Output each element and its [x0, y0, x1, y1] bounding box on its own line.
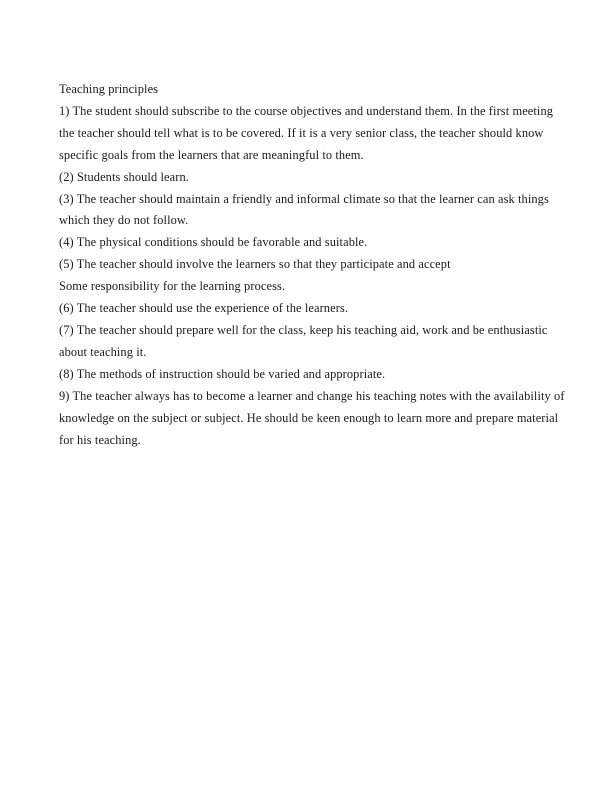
text-line: (2) Students should learn. — [59, 169, 189, 184]
text-line: (6) The teacher should use the experience of the learners. — [59, 301, 349, 316]
text-line: (3) The teacher should maintain a friendly and informal climate so that the learner can ask things — [59, 191, 549, 206]
text-line: (7) The teacher should prepare well for the class, keep his teaching aid, work and be enthusiastic — [59, 322, 548, 337]
text-line: 1) The student should subscribe to the course objectives and understand them. In the first meeting — [59, 103, 554, 118]
text-line: (4) The physical conditions should be favorable and suitable. — [59, 235, 368, 250]
text-line: knowledge on the subject or subject. He should be keen enough to learn more and prepare material — [59, 410, 559, 425]
text-line: (5) The teacher should involve the learners so that they participate and accept — [59, 257, 451, 272]
text-line: about teaching it. — [59, 344, 147, 359]
document-title: Teaching principles — [59, 82, 159, 96]
text-line: (8) The methods of instruction should be varied and appropriate. — [59, 366, 386, 381]
text-line: for his teaching. — [59, 432, 141, 447]
text-line: which they do not follow. — [59, 213, 189, 228]
text-line: 9) The teacher always has to become a learner and change his teaching notes with the availability of — [59, 388, 565, 403]
text-line: Some responsibility for the learning process. — [59, 279, 286, 294]
text-line: specific goals from the learners that are meaningful to them. — [59, 147, 364, 162]
text-line: the teacher should tell what is to be covered. If it is a very senior class, the teacher should know — [59, 125, 544, 140]
document-text-block — [59, 79, 565, 451]
